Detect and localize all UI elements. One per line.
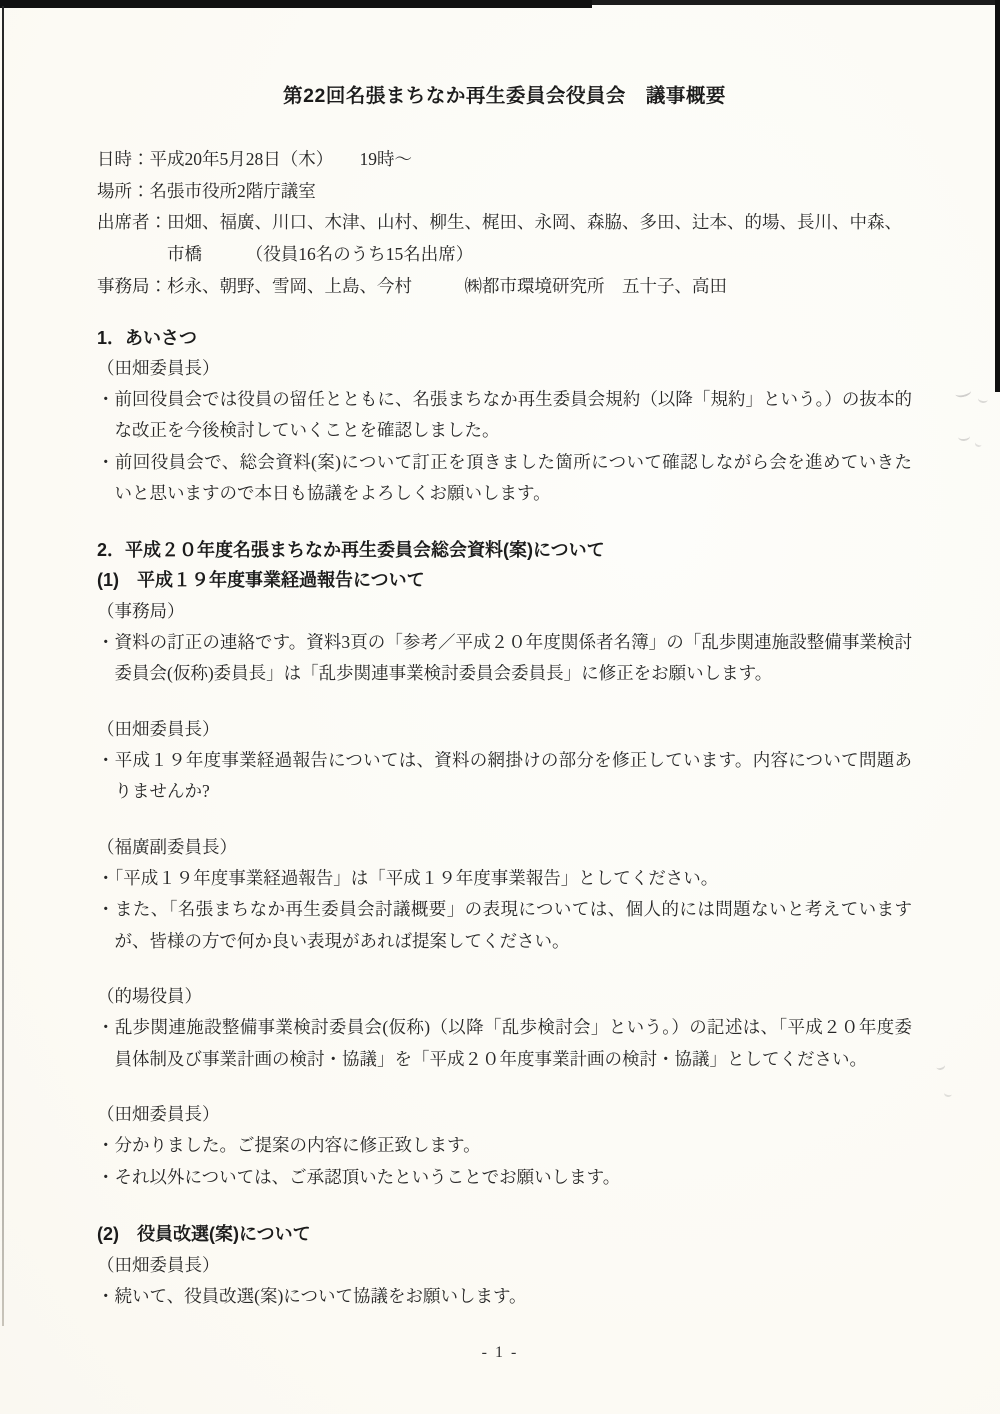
statement: ・前回役員会では役員の留任とともに、名張まちなか再生委員会規約（以降「規約」という。）の抜本的な改正を今後検討していくことを確認しました。: [97, 388, 912, 441]
statement: ・それ以外については、ご承認頂いたということでお願いします。: [97, 1166, 621, 1187]
section2-heading: 2．平成２０年度名張まちなか再生委員会総会資料(案)について: [97, 539, 605, 560]
scan-smudge: [935, 1061, 946, 1071]
scan-artifact-top-bar-left: [0, 0, 592, 8]
page-number: - 1 -: [481, 1344, 519, 1361]
meta-attendees-line1: 出席者：田畑、福廣、川口、木津、山村、柳生、梶田、永岡、森脇、多田、辻本、的場、長川、中森、: [97, 212, 902, 233]
statement: ・続いて、役員改選(案)について協議をお願いします。: [97, 1286, 527, 1307]
scan-smudge: [974, 439, 983, 448]
scan-smudge: [943, 1089, 952, 1097]
speech-block: [97, 1250, 912, 1313]
document-content: [97, 84, 912, 1313]
statement: ・平成１９年度事業経過報告については、資料の網掛けの部分を修正しています。内容について問題ありませんか?: [97, 749, 912, 802]
section2-sub2-heading: (2) 役員改選(案)について: [97, 1224, 311, 1245]
meta-place: 場所：名張市役所2階庁議室: [97, 180, 316, 201]
speech-block: [97, 714, 912, 808]
statement: ・乱歩関連施設整備事業検討委員会(仮称)（以降「乱歩検討会」という。）の記述は、「平成２０年度委員体制及び事業計画の検討・協議」を「平成２０年度事業計画の検討・協議」としてください。: [97, 1017, 912, 1069]
speaker-label: （田畑委員長）: [97, 1104, 220, 1125]
statement: ・また、「名張まちなか再生委員会討議概要」の表現については、個人的には問題ないと考えていますが、皆様の方で何か良い表現があれば提案してください。: [97, 899, 912, 951]
speaker-label: （田畑委員長）: [97, 357, 220, 378]
speech-block: [97, 596, 912, 690]
speaker-label: （福廣副委員長）: [97, 836, 237, 857]
meta-datetime: 日時：平成20年5月28日（木） 19時～: [97, 149, 412, 169]
speaker-label: （田畑委員長）: [97, 1255, 220, 1276]
speech-block: [97, 1099, 912, 1193]
section1-heading: 1．あいさつ: [97, 327, 198, 348]
scan-smudge: [954, 386, 972, 398]
speech-block: [97, 981, 912, 1075]
scan-artifact-right-edge-strip: [995, 0, 1000, 392]
document-title: 第22回名張まちなか再生委員会役員会 議事概要: [283, 85, 726, 107]
meta-attendees-line2: 市橋 （役員16名のうち15名出席）: [167, 244, 474, 265]
statement: ・資料の訂正の連絡です。資料3頁の「参考／平成２０年度関係者名簿」の「乱歩関連施設整備事業検討委員会(仮称)委員長」は「乱歩関連事業検討委員会委員長」に修正をお願いします。: [97, 631, 912, 684]
scan-smudge: [958, 431, 971, 441]
scan-artifact-left-edge-line: [2, 6, 4, 1326]
section2-sub1-heading: (1) 平成１９年度事業経過報告について: [97, 569, 425, 590]
scan-smudge: [977, 394, 988, 403]
speech-block: [97, 353, 912, 510]
speech-block: [97, 832, 912, 958]
statement: ・「平成１９年度事業経過報告」は「平成１９年度事業報告」としてください。: [97, 867, 719, 888]
speaker-label: （的場役員）: [97, 986, 202, 1007]
statement: ・前回役員会で、総会資料(案)について訂正を頂きました箇所について確認しながら会を進めていきたいと思いますので本日も協議をよろしくお願いします。: [97, 451, 912, 504]
speaker-label: （田畑委員長）: [97, 718, 220, 739]
statement: ・分かりました。ご提案の内容に修正致します。: [97, 1135, 481, 1156]
meta-secretariat: 事務局：杉永、朝野、雪岡、上島、今村 ㈱都市環境研究所 五十子、高田: [97, 275, 727, 296]
speaker-label: （事務局）: [97, 600, 185, 621]
